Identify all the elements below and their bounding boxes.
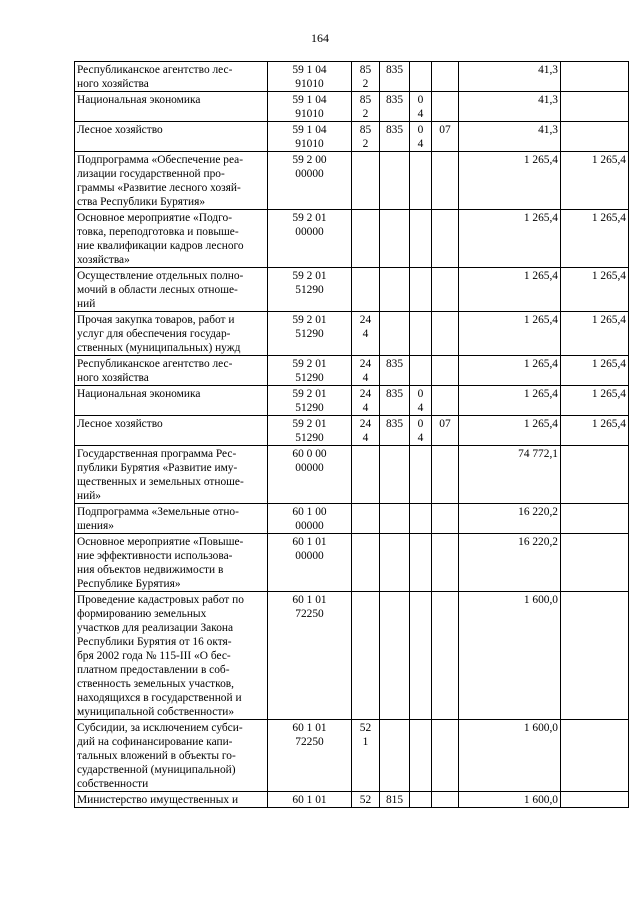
row-name-cell: Республиканское агентство лес- ного хозяйства — [75, 62, 268, 92]
expense-type-cell — [352, 446, 380, 504]
target-article-cell: 60 1 01 00000 — [268, 534, 352, 592]
section-cell — [410, 62, 432, 92]
target-article-cell: 59 1 04 91010 — [268, 122, 352, 152]
expense-type-cell: 85 2 — [352, 62, 380, 92]
department-cell: 835 — [380, 92, 410, 122]
expense-type-cell: 85 2 — [352, 122, 380, 152]
expense-type-cell — [352, 534, 380, 592]
row-name-cell: Лесное хозяйство — [75, 122, 268, 152]
table-row — [75, 720, 629, 792]
row-name-cell: Подпрограмма «Обеспечение реа- лизации государственной про- граммы «Развитие лесного хозяй- ства Республики Бурятия» — [75, 152, 268, 210]
department-cell — [380, 720, 410, 792]
target-article-cell: 59 2 01 51290 — [268, 312, 352, 356]
subsection-cell — [432, 504, 459, 534]
amount-2-cell — [561, 122, 629, 152]
section-cell — [410, 534, 432, 592]
section-cell: 0 4 — [410, 386, 432, 416]
amount-cell: 1 600,0 — [459, 792, 561, 808]
department-cell — [380, 592, 410, 720]
row-name-cell: Национальная экономика — [75, 386, 268, 416]
amount-cell: 1 600,0 — [459, 720, 561, 792]
table-row — [75, 312, 629, 356]
subsection-cell — [432, 312, 459, 356]
row-name-cell: Проведение кадастровых работ по формированию земельных участков для реализации Закона Республики Бурятия от 16 октя- бря 2002 года № 115-III «О бес- платном предоставлении в соб- ственность земельных участков, находящихся в государственной и муниципальной собственности» — [75, 592, 268, 720]
section-cell — [410, 152, 432, 210]
subsection-cell — [432, 592, 459, 720]
amount-cell: 41,3 — [459, 62, 561, 92]
amount-2-cell — [561, 592, 629, 720]
amount-2-cell — [561, 504, 629, 534]
subsection-cell — [432, 792, 459, 808]
expense-type-cell: 52 1 — [352, 720, 380, 792]
amount-2-cell: 1 265,4 — [561, 416, 629, 446]
row-name-cell: Лесное хозяйство — [75, 416, 268, 446]
row-name-cell: Государственная программа Рес- публики Бурятия «Развитие иму- щественных и земельных отноше- ний» — [75, 446, 268, 504]
table-row — [75, 386, 629, 416]
expense-type-cell: 85 2 — [352, 92, 380, 122]
amount-cell: 1 265,4 — [459, 210, 561, 268]
subsection-cell — [432, 210, 459, 268]
target-article-cell: 59 2 01 51290 — [268, 386, 352, 416]
table-row — [75, 446, 629, 504]
target-article-cell: 59 2 01 51290 — [268, 416, 352, 446]
amount-2-cell — [561, 720, 629, 792]
expense-type-cell: 52 — [352, 792, 380, 808]
subsection-cell — [432, 446, 459, 504]
amount-2-cell: 1 265,4 — [561, 356, 629, 386]
amount-cell: 16 220,2 — [459, 534, 561, 592]
amount-cell: 1 265,4 — [459, 268, 561, 312]
amount-2-cell: 1 265,4 — [561, 268, 629, 312]
target-article-cell: 59 2 00 00000 — [268, 152, 352, 210]
amount-cell: 16 220,2 — [459, 504, 561, 534]
subsection-cell — [432, 62, 459, 92]
target-article-cell: 59 1 04 91010 — [268, 92, 352, 122]
department-cell: 835 — [380, 416, 410, 446]
row-name-cell: Национальная экономика — [75, 92, 268, 122]
amount-2-cell — [561, 92, 629, 122]
expense-type-cell: 24 4 — [352, 416, 380, 446]
subsection-cell — [432, 92, 459, 122]
target-article-cell: 59 2 01 51290 — [268, 356, 352, 386]
table-row — [75, 416, 629, 446]
section-cell — [410, 592, 432, 720]
department-cell — [380, 312, 410, 356]
table-row — [75, 92, 629, 122]
department-cell — [380, 268, 410, 312]
subsection-cell — [432, 268, 459, 312]
subsection-cell: 07 — [432, 416, 459, 446]
department-cell: 835 — [380, 356, 410, 386]
expense-type-cell — [352, 210, 380, 268]
amount-cell: 1 265,4 — [459, 312, 561, 356]
department-cell — [380, 446, 410, 504]
section-cell — [410, 446, 432, 504]
table-row — [75, 592, 629, 720]
amount-cell: 1 265,4 — [459, 356, 561, 386]
budget-table — [74, 61, 629, 808]
table-row — [75, 504, 629, 534]
department-cell — [380, 504, 410, 534]
table-row — [75, 356, 629, 386]
subsection-cell — [432, 534, 459, 592]
amount-2-cell: 1 265,4 — [561, 210, 629, 268]
row-name-cell: Прочая закупка товаров, работ и услуг для обеспечения государ- ственных (муниципальных) нужд — [75, 312, 268, 356]
amount-cell: 41,3 — [459, 92, 561, 122]
amount-cell: 1 265,4 — [459, 152, 561, 210]
amount-cell: 41,3 — [459, 122, 561, 152]
amount-2-cell: 1 265,4 — [561, 312, 629, 356]
section-cell — [410, 792, 432, 808]
section-cell — [410, 720, 432, 792]
section-cell — [410, 356, 432, 386]
department-cell — [380, 534, 410, 592]
subsection-cell: 07 — [432, 122, 459, 152]
target-article-cell: 60 0 00 00000 — [268, 446, 352, 504]
amount-cell: 1 265,4 — [459, 416, 561, 446]
table-row — [75, 210, 629, 268]
section-cell — [410, 504, 432, 534]
target-article-cell: 60 1 01 72250 — [268, 592, 352, 720]
subsection-cell — [432, 720, 459, 792]
section-cell — [410, 268, 432, 312]
table-row — [75, 534, 629, 592]
row-name-cell: Субсидии, за исключением субси- дий на софинансирование капи- тальных вложений в объекты го- сударственной (муниципальной) собственности — [75, 720, 268, 792]
row-name-cell: Осуществление отдельных полно- мочий в области лесных отноше- ний — [75, 268, 268, 312]
department-cell: 815 — [380, 792, 410, 808]
amount-2-cell: 1 265,4 — [561, 386, 629, 416]
table-row — [75, 152, 629, 210]
expense-type-cell — [352, 268, 380, 312]
section-cell: 0 4 — [410, 122, 432, 152]
expense-type-cell: 24 4 — [352, 312, 380, 356]
section-cell — [410, 312, 432, 356]
subsection-cell — [432, 386, 459, 416]
page-number: 164 — [311, 31, 329, 45]
expense-type-cell: 24 4 — [352, 386, 380, 416]
department-cell — [380, 152, 410, 210]
department-cell — [380, 210, 410, 268]
amount-2-cell: 1 265,4 — [561, 152, 629, 210]
subsection-cell — [432, 152, 459, 210]
department-cell: 835 — [380, 122, 410, 152]
section-cell: 0 4 — [410, 92, 432, 122]
target-article-cell: 59 2 01 00000 — [268, 210, 352, 268]
amount-cell: 1 600,0 — [459, 592, 561, 720]
amount-cell: 74 772,1 — [459, 446, 561, 504]
amount-cell: 1 265,4 — [459, 386, 561, 416]
department-cell: 835 — [380, 386, 410, 416]
target-article-cell: 60 1 00 00000 — [268, 504, 352, 534]
table-row — [75, 122, 629, 152]
target-article-cell: 60 1 01 72250 — [268, 720, 352, 792]
row-name-cell: Республиканское агентство лес- ного хозяйства — [75, 356, 268, 386]
row-name-cell: Основное мероприятие «Повыше- ние эффективности использова- ния объектов недвижимости в Республике Бурятия» — [75, 534, 268, 592]
department-cell: 835 — [380, 62, 410, 92]
subsection-cell — [432, 356, 459, 386]
row-name-cell: Основное мероприятие «Подго- товка, переподготовка и повыше- ние квалификации кадров лесного хозяйства» — [75, 210, 268, 268]
target-article-cell: 59 2 01 51290 — [268, 268, 352, 312]
expense-type-cell — [352, 152, 380, 210]
row-name-cell: Подпрограмма «Земельные отно- шения» — [75, 504, 268, 534]
amount-2-cell — [561, 792, 629, 808]
target-article-cell: 59 1 04 91010 — [268, 62, 352, 92]
amount-2-cell — [561, 534, 629, 592]
amount-2-cell — [561, 62, 629, 92]
expense-type-cell: 24 4 — [352, 356, 380, 386]
section-cell — [410, 210, 432, 268]
expense-type-cell — [352, 504, 380, 534]
row-name-cell: Министерство имущественных и — [75, 792, 268, 808]
table-row — [75, 268, 629, 312]
amount-2-cell — [561, 446, 629, 504]
expense-type-cell — [352, 592, 380, 720]
table-row — [75, 792, 629, 808]
table-row — [75, 62, 629, 92]
section-cell: 0 4 — [410, 416, 432, 446]
target-article-cell: 60 1 01 — [268, 792, 352, 808]
